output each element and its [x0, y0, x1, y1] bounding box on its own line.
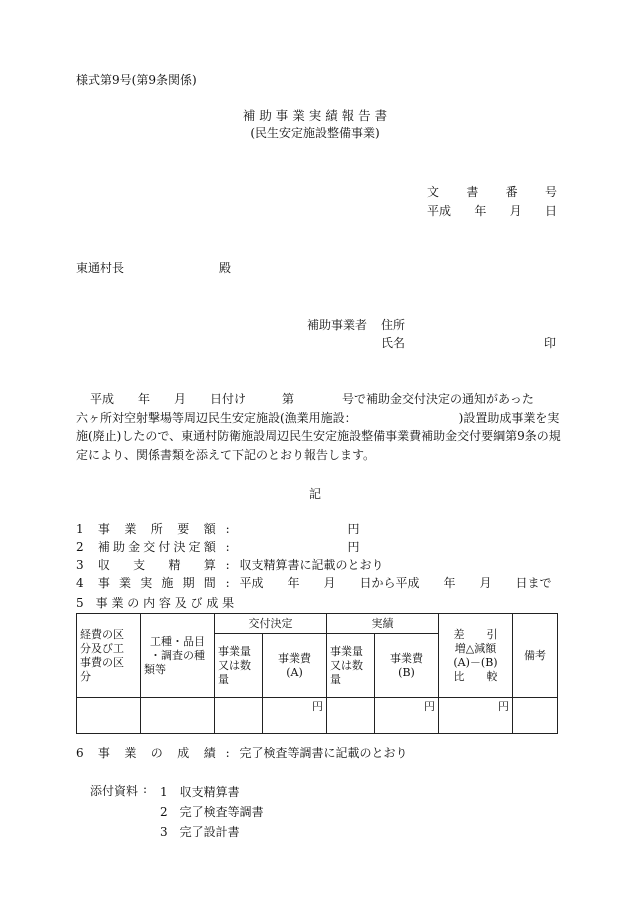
actual-cost-cell: 円: [375, 698, 439, 734]
results-table: [76, 613, 558, 734]
body-line: 六ヶ所対空射撃場等周辺民生安定施設(漁業用施設： )設置助成事業を実: [76, 410, 560, 425]
date-line: 平成 年 月 日: [427, 204, 557, 218]
item-label: 補 助 金 交 付 決 定 額: [97, 540, 216, 554]
body-paragraph: [76, 390, 561, 464]
seal-mark: 印: [544, 336, 557, 350]
table-cell: [77, 698, 141, 734]
item-value: 円: [239, 540, 360, 554]
difference-header: 差 引 増△減額 (A)－(B) 比 較: [439, 614, 513, 698]
address-label: 住所: [381, 318, 406, 332]
difference-cell: 円: [439, 698, 513, 734]
item-row: 6 事 業 の 成 績 : 完了検査等調書に記載のとおり: [76, 746, 408, 760]
work-type-header: 工種・品目 ・調査の種 類等: [141, 614, 215, 698]
body-line: 定により、関係書類を添えて下記のとおり報告します。: [76, 447, 376, 462]
actual-quantity-header: 事業量 又は数 量: [327, 634, 375, 698]
attachments-label: 添付資料: [90, 784, 139, 798]
item-5-heading: 5 事 業 の 内 容 及 び 成 果: [76, 596, 235, 610]
form-number: 様式第9号(第9条関係): [76, 73, 197, 87]
attachment-item: 2 完了検査等調書: [160, 805, 264, 819]
attachment-list: [160, 782, 264, 842]
attachment-item: 1 収支精算書: [160, 785, 240, 799]
grant-decision-header: 交付決定: [215, 614, 327, 634]
body-line: 施(廃止)したので、東通村防衛施設周辺民生安定施設整備事業費補助金交付要綱第9条の規: [76, 429, 561, 443]
document-subtitle: (民生安定施設整備事業): [250, 126, 380, 140]
body-line: 平成 年 月 日付け 第 号で補助金交付決定の通知があった: [90, 392, 534, 406]
attachments-colon: :: [143, 782, 148, 796]
item-label: 事 業 実 施 期 間: [97, 576, 216, 590]
document-title: 補 助 事 業 実 績 報 告 書: [242, 108, 388, 123]
item-row: 2 補 助 金 交 付 決 定 額 : 円: [76, 540, 360, 554]
item-label: 事 業 所 要 額: [97, 522, 216, 536]
item-value: 完了検査等調書に記載のとおり: [239, 746, 408, 760]
grant-quantity-header: 事業量 又は数 量: [215, 634, 263, 698]
item-list: [76, 520, 552, 592]
item-value: 収支精算書に記載のとおり: [239, 558, 384, 572]
item-value: 円: [239, 522, 360, 536]
grant-cost-a-header: 事業費 (A): [263, 634, 327, 698]
attachment-item: 3 完了設計書: [160, 825, 240, 839]
item-value: 平成 年 月 日から平成 年 月 日まで: [239, 576, 552, 590]
table-cell: [327, 698, 375, 734]
table-cell: [215, 698, 263, 734]
document-number-label: 文 書 番 号: [427, 185, 557, 199]
item-row: 3 収 支 精 算 : 収支精算書に記載のとおり: [76, 558, 384, 572]
table-cell: [513, 698, 558, 734]
grant-cost-cell: 円: [263, 698, 327, 734]
item-label: 事 業 の 成 績: [97, 746, 216, 760]
addressee-suffix: 殿: [219, 261, 232, 275]
expense-category-header: 経費の区 分及び工 事費の区 分: [77, 614, 141, 698]
item-label: 収 支 精 算: [97, 558, 216, 572]
actual-cost-b-header: 事業費 (B): [375, 634, 439, 698]
ki-heading: 記: [308, 487, 321, 501]
table-cell: [141, 698, 215, 734]
reporter-label: 補助事業者: [307, 318, 368, 332]
item-row: 4 事 業 実 施 期 間 : 平成 年 月 日から平成 年 月 日まで: [76, 576, 552, 590]
name-label: 氏名: [381, 336, 406, 350]
remarks-header: 備考: [513, 614, 558, 698]
addressee: 東通村長: [76, 261, 125, 275]
item-row: 1 事 業 所 要 額 : 円: [76, 522, 360, 536]
actual-header: 実績: [327, 614, 439, 634]
